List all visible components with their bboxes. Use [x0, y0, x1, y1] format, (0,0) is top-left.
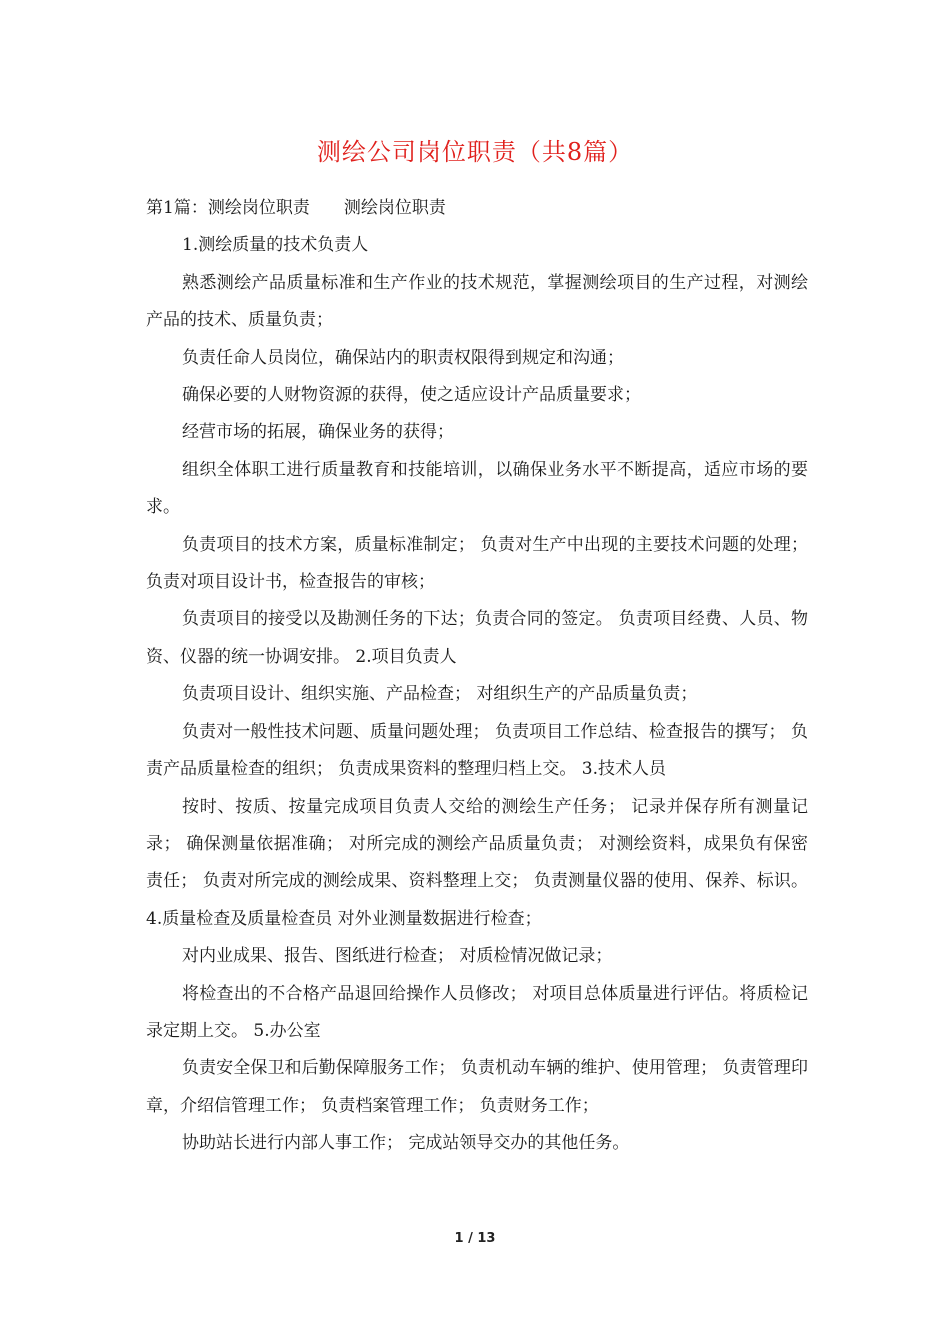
document-body — [146, 190, 808, 1163]
paragraph: 负责项目的技术方案，质量标准制定； 负责对生产中出现的主要技术问题的处理； 负责对项目设计书，检查报告的审核； — [146, 534, 808, 593]
paragraph: 负责项目设计、组织实施、产品检查； 对组织生产的产品质量负责； — [182, 684, 698, 705]
paragraph: 组织全体职工进行质量教育和技能培训，以确保业务水平不断提高，适应市场的要求。 — [146, 459, 808, 518]
chapter-heading: 第1篇：测绘岗位职责 测绘岗位职责 — [146, 198, 446, 218]
paragraph: 1.测绘质量的技术负责人 — [182, 235, 369, 256]
paragraph: 负责安全保卫和后勤保障服务工作； 负责机动车辆的维护、使用管理； 负责管理印章，介绍信管理工作； 负责档案管理工作； 负责财务工作； — [146, 1058, 808, 1116]
paragraph: 对内业成果、报告、图纸进行检查； 对质检情况做记录； — [182, 946, 613, 967]
paragraph: 熟悉测绘产品质量标准和生产作业的技术规范，掌握测绘项目的生产过程，对测绘产品的技术、质量负责； — [146, 272, 808, 331]
paragraph: 负责项目的接受以及勘测任务的下达；负责合同的签定。 负责项目经费、人员、物资、仪器的统一协调安排。 2.项目负责人 — [146, 609, 808, 667]
paragraph: 经营市场的拓展，确保业务的获得； — [182, 422, 454, 443]
document-title: 测绘公司岗位职责（共8篇） — [316, 138, 634, 166]
paragraph: 负责任命人员岗位，确保站内的职责权限得到规定和沟通； — [182, 347, 624, 368]
paragraph: 按时、按质、按量完成项目负责人交给的测绘生产任务； 记录并保存所有测量记录； 确保测量依据准确； 对所完成的测绘产品质量负责； 对测绘资料，成果负有保密责任； 负责对所完成的测绘成果、资料整理上交； 负责测量仪器的使用、保养、标识。 4.质量检查及质量检查员 对外业测量数据进行检查； — [146, 796, 808, 929]
paragraph: 负责对一般性技术问题、质量问题处理； 负责项目工作总结、检查报告的撰写； 负责产品质量检查的组织； 负责成果资料的整理归档上交。 3.技术人员 — [146, 721, 808, 780]
paragraph: 协助站长进行内部人事工作； 完成站领导交办的其他任务。 — [182, 1133, 630, 1154]
page-number: 1 / 13 — [454, 1231, 496, 1246]
paragraph: 确保必要的人财物资源的获得，使之适应设计产品质量要求； — [182, 385, 641, 406]
paragraph: 将检查出的不合格产品退回给操作人员修改； 对项目总体质量进行评估。将质检记录定期上交。 5.办公室 — [146, 983, 808, 1041]
